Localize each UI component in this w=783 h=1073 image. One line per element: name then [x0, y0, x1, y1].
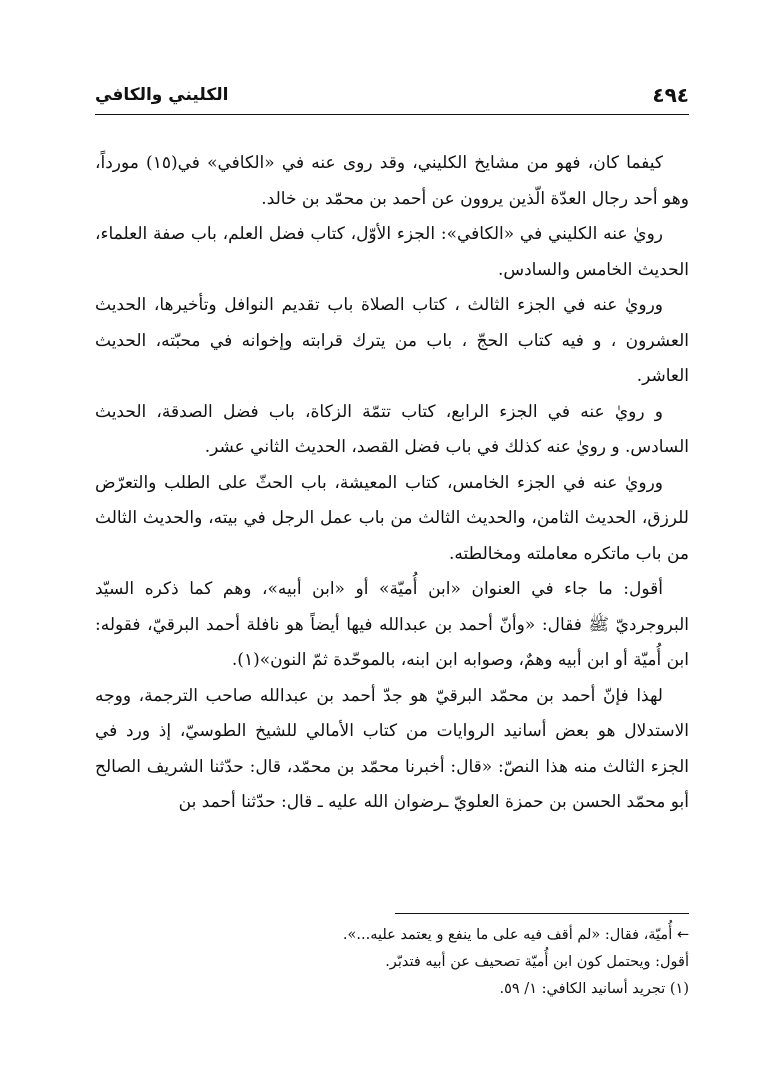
footnote-1: (١) تجريد أسانيد الكافي: ١/ ٥٩. [499, 981, 689, 997]
running-title: الكليني والكافي [95, 85, 229, 105]
footnote-remark: أقول: ويحتمل كون ابن أُميّة تصحيف عن أبيه فتدبّر. [385, 954, 689, 970]
header-divider [95, 114, 689, 115]
paragraph: ورويٰ عنه في الجزء الثالث ، كتاب الصلاة باب تقديم النوافل وتأخيرها، الحديث العشرون ، و فيه كتاب الحجّ ، باب من يترك قرابته وإخوانه في محبّته، الحديث العاشر. [95, 295, 689, 386]
paragraph: و رويٰ عنه في الجزء الرابع، كتاب تتمّة الزكاة، باب فضل الصدقة، الحديث السادس. و رويٰ عنه كذلك في باب فضل القصد، الحديث الثاني عشر. [95, 401, 689, 457]
paragraph: ورويٰ عنه في الجزء الخامس، كتاب المعيشة، باب الحثّ على الطلب والتعرّض للرزق، الحديث الثامن، والحديث الثالث من باب عمل الرجل في بيته، والحديث الثالث من باب ماتكره معاملته ومخالطته. [95, 472, 689, 564]
footnotes [95, 922, 689, 1003]
footnote-continuation [95, 922, 689, 949]
footnote-continuation-text: أُميّة، فقال: «لم أقف فيه على ما ينفع و يعتمد عليه...». [342, 927, 673, 943]
paragraph: أقول: ما جاء في العنوان «ابن أُميّة» أو «ابن أبيه»، وهم كما ذكره السيّد البروجرديّ ﷺ فقال: «وأنّ أحمد بن عبدالله فيها أيضاً هو نافلة أحمد البرقيّ، فقوله: ابن أُميّة أو ابن أبيه وهمٌ، وصوابه ابن ابنه، بالموحّدة ثمّ النون»(١). [95, 579, 689, 670]
paragraph: كيفما كان، فهو من مشايخ الكليني، وقد روى عنه في «الكافي» في(١٥) مورداً، وهو أحد رجال العدّة الّذين يروون عن أحمد بن محمّد بن خالد. [95, 153, 689, 209]
paragraph: رويٰ عنه الكليني في «الكافي»: الجزء الأوّل، كتاب فضل العلم، باب صفة العلماء، الحديث الخامس والسادس. [95, 224, 689, 280]
page-number: ٤٩٤ [652, 83, 689, 107]
paragraph: لهذا فإنّ أحمد بن محمّد البرقيّ هو جدّ أحمد بن عبدالله صاحب الترجمة، ووجه الاستدلال هو بعض أسانيد الروايات من كتاب الأمالي للشيخ الطوسيّ، إذ ورد في الجزء الثالث منه هذا النصّ: «قال: أخبرنا محمّد بن محمّد، قال: حدّثنا الشريف الصالح أبو محمّد الحسن بن حمزة العلويّ ـرضوان الله عليه ـ قال: حدّثنا أحمد بن [95, 685, 689, 812]
footnote-divider [395, 913, 689, 914]
continuation-arrow-icon: ← [676, 927, 689, 943]
page-header [95, 82, 689, 112]
main-text [95, 146, 689, 821]
